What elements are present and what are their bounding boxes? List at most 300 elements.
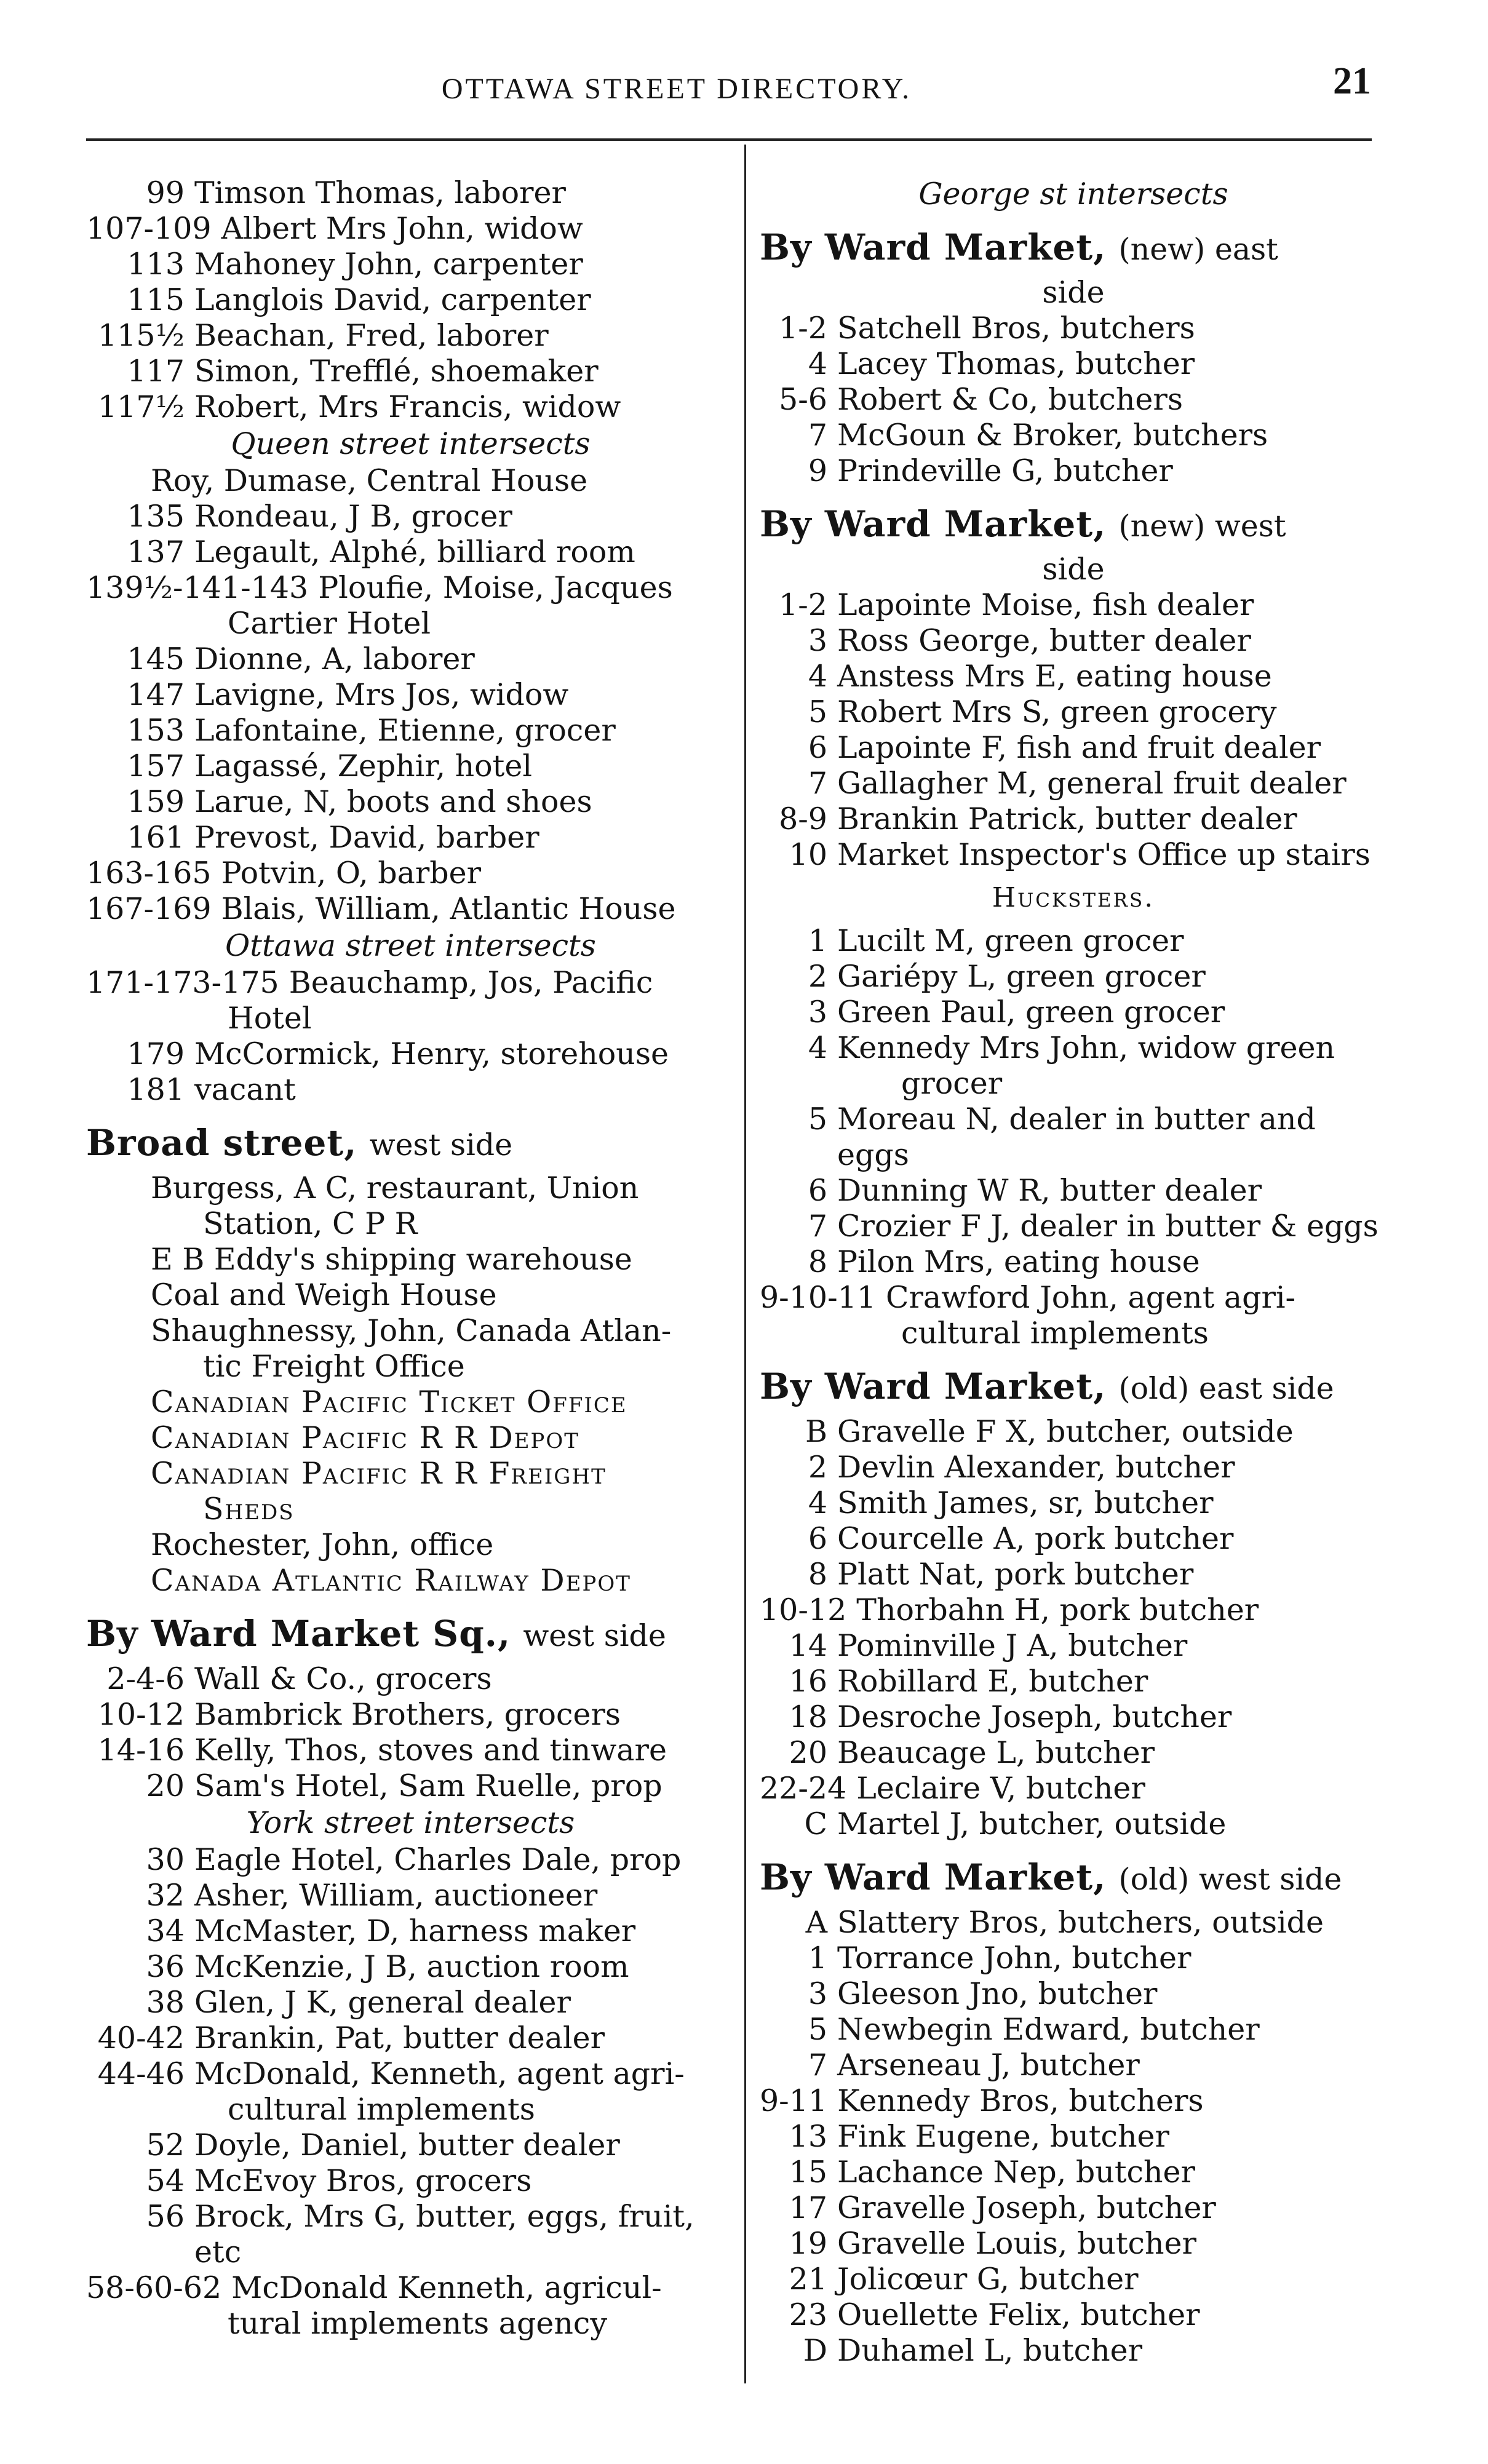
entry-text: McDonald, Kenneth, agent agri- bbox=[194, 2056, 685, 2091]
directory-entry bbox=[760, 2083, 1387, 2119]
directory-entry bbox=[86, 749, 735, 784]
directory-entry bbox=[760, 1030, 1387, 1066]
street-number: C bbox=[804, 1806, 827, 1842]
directory-entry bbox=[760, 453, 1387, 489]
entry-text: Desroche Joseph, butcher bbox=[837, 1699, 1232, 1735]
street-number: 2 bbox=[808, 959, 827, 994]
entry-text: Gariépy L, green grocer bbox=[837, 959, 1206, 994]
directory-entry bbox=[86, 820, 735, 856]
entry-text: Wall & Co., grocers bbox=[194, 1661, 492, 1696]
directory-entry bbox=[86, 354, 735, 389]
entry-text: Gallagher M, general fruit dealer bbox=[837, 766, 1347, 801]
entry-text: Langlois David, carpenter bbox=[194, 282, 591, 317]
unnumbered-entry: Canadian Pacific R R Depot bbox=[151, 1420, 579, 1455]
unnumbered-entry: Rochester, John, office bbox=[151, 1527, 494, 1562]
street-number: 115 bbox=[127, 282, 185, 317]
directory-entry bbox=[86, 1733, 735, 1768]
entry-text: McCormick, Henry, storehouse bbox=[194, 1036, 669, 1071]
directory-entry bbox=[760, 623, 1387, 659]
entry-text: Newbegin Edward, butcher bbox=[837, 2012, 1260, 2047]
directory-entry bbox=[760, 1173, 1387, 1209]
directory-entry bbox=[86, 856, 735, 891]
directory-entry bbox=[760, 1771, 1387, 1806]
directory-entry bbox=[760, 1485, 1387, 1521]
street-name: Broad street, bbox=[86, 1122, 357, 1164]
street-number: 4 bbox=[808, 1030, 827, 1065]
entry-text: Doyle, Daniel, butter dealer bbox=[194, 2128, 620, 2163]
street-number: 137 bbox=[127, 535, 185, 570]
street-number: 3 bbox=[808, 1976, 827, 2011]
directory-entry bbox=[760, 1664, 1387, 1699]
entry-text: Devlin Alexander, butcher bbox=[837, 1450, 1235, 1485]
page-header bbox=[0, 58, 1488, 120]
entry-text: Robillard E, butcher bbox=[837, 1664, 1148, 1699]
directory-entry bbox=[86, 2056, 735, 2092]
street-section-heading bbox=[760, 1857, 1387, 1900]
unnumbered-entry: Canada Atlantic Railway Depot bbox=[151, 1563, 631, 1598]
street-number: 153 bbox=[127, 713, 185, 748]
entry-text: Ouellette Felix, butcher bbox=[837, 2297, 1200, 2332]
intersection-note: York street intersects bbox=[246, 1805, 575, 1840]
running-title: OTTAWA STREET DIRECTORY. bbox=[441, 73, 912, 105]
entry-text: Eagle Hotel, Charles Dale, prop bbox=[194, 1842, 682, 1877]
street-number: 117½ bbox=[97, 389, 185, 424]
directory-entry bbox=[760, 1102, 1387, 1173]
intersection-note: Ottawa street intersects bbox=[225, 928, 596, 963]
street-number: 10-12 bbox=[760, 1592, 847, 1627]
entry-text: Gravelle F X, butcher, outside bbox=[837, 1414, 1294, 1449]
street-number: 13 bbox=[789, 2119, 827, 2154]
directory-entry bbox=[760, 1941, 1387, 1976]
directory-entry bbox=[760, 801, 1387, 837]
entry-text: Lacey Thomas, butcher bbox=[837, 346, 1195, 381]
directory-entry bbox=[86, 211, 735, 247]
entry-text: Prindeville G, butcher bbox=[837, 453, 1173, 488]
entry-text: Thorbahn H, pork butcher bbox=[856, 1592, 1259, 1627]
directory-entry bbox=[760, 1209, 1387, 1244]
street-number: 179 bbox=[127, 1036, 185, 1071]
street-number: 6 bbox=[808, 1521, 827, 1556]
directory-entry bbox=[760, 1244, 1387, 1280]
street-number: 10-12 bbox=[97, 1697, 185, 1732]
unnumbered-entry: Coal and Weigh House bbox=[151, 1278, 497, 1313]
entry-text: Brock, Mrs G, butter, eggs, fruit, etc bbox=[194, 2199, 694, 2270]
page-number: 21 bbox=[1333, 60, 1371, 102]
street-number: 7 bbox=[808, 2048, 827, 2083]
street-number: 20 bbox=[146, 1768, 185, 1803]
street-number: 4 bbox=[808, 659, 827, 694]
street-section-heading bbox=[760, 227, 1387, 270]
entry-continuation: Cartier Hotel bbox=[228, 606, 431, 641]
street-number: 157 bbox=[127, 749, 185, 784]
street-number: 32 bbox=[146, 1878, 185, 1913]
entry-text: Arseneau J, butcher bbox=[837, 2048, 1140, 2083]
street-number: 15 bbox=[789, 2155, 827, 2190]
street-number: 171-173-175 bbox=[86, 965, 279, 1000]
entry-text: Lavigne, Mrs Jos, widow bbox=[194, 677, 569, 712]
directory-entry bbox=[760, 1628, 1387, 1664]
directory-entry bbox=[760, 2155, 1387, 2190]
entry-text: McEvoy Bros, grocers bbox=[194, 2163, 532, 2198]
directory-entry bbox=[760, 1414, 1387, 1450]
entry-continuation: tural implements agency bbox=[228, 2306, 607, 2341]
entry-text: Albert Mrs John, widow bbox=[221, 211, 583, 246]
entry-text: Anstess Mrs E, eating house bbox=[837, 659, 1272, 694]
directory-entry bbox=[760, 1592, 1387, 1628]
directory-entry bbox=[760, 418, 1387, 453]
street-number: 5-6 bbox=[779, 382, 827, 417]
street-number: 181 bbox=[127, 1072, 185, 1107]
street-name: By Ward Market Sq., bbox=[86, 1613, 511, 1655]
street-number: 30 bbox=[146, 1842, 185, 1877]
entry-text: vacant bbox=[194, 1072, 296, 1107]
directory-entry bbox=[86, 2163, 735, 2199]
directory-entry bbox=[760, 2262, 1387, 2297]
directory-entry bbox=[760, 1735, 1387, 1771]
street-number: 5 bbox=[808, 1102, 827, 1137]
entry-text: Market Inspector's Office up stairs bbox=[837, 837, 1371, 872]
street-name: By Ward Market, bbox=[760, 226, 1107, 268]
street-number: 117 bbox=[127, 354, 185, 389]
street-number: 147 bbox=[127, 677, 185, 712]
street-number: 58-60-62 bbox=[86, 2270, 222, 2305]
directory-entry bbox=[760, 1976, 1387, 2012]
street-side: west side bbox=[523, 1618, 666, 1653]
entry-text: Mahoney John, carpenter bbox=[194, 247, 583, 282]
entry-continuation: cultural implements bbox=[901, 1316, 1209, 1351]
directory-entry bbox=[86, 677, 735, 713]
intersection-note: Queen street intersects bbox=[231, 426, 591, 461]
street-number: 54 bbox=[146, 2163, 185, 2198]
entry-text: Ross George, butter dealer bbox=[837, 623, 1251, 658]
street-number: 14-16 bbox=[97, 1733, 185, 1768]
street-name: By Ward Market, bbox=[760, 1856, 1107, 1898]
entry-text: Brankin Patrick, butter dealer bbox=[837, 801, 1297, 837]
directory-entry bbox=[86, 2021, 735, 2056]
unnumbered-entry: E B Eddy's shipping warehouse bbox=[151, 1242, 632, 1277]
entry-text: McKenzie, J B, auction room bbox=[194, 1949, 629, 1984]
street-number: 5 bbox=[808, 2012, 827, 2047]
entry-text: Jolicœur G, butcher bbox=[837, 2262, 1139, 2297]
unnumbered-entry: Canadian Pacific Ticket Office bbox=[151, 1385, 627, 1420]
street-number: 145 bbox=[127, 642, 185, 677]
entry-text: Courcelle A, pork butcher bbox=[837, 1521, 1234, 1556]
unnumbered-entry: Burgess, A C, restaurant, Union bbox=[151, 1170, 639, 1206]
entry-text: Ploufie, Moise, Jacques bbox=[318, 570, 673, 605]
directory-entry bbox=[760, 730, 1387, 766]
street-number: 139½-141-143 bbox=[86, 570, 309, 605]
street-number: D bbox=[803, 2333, 827, 2368]
directory-entry bbox=[760, 837, 1387, 873]
directory-entry bbox=[86, 642, 735, 677]
street-number: 99 bbox=[146, 175, 185, 210]
directory-entry bbox=[760, 2190, 1387, 2226]
entry-text: Prevost, David, barber bbox=[194, 820, 539, 855]
directory-entry bbox=[86, 2199, 735, 2270]
entry-text: Pilon Mrs, eating house bbox=[837, 1244, 1200, 1279]
street-number: 1-2 bbox=[779, 587, 827, 622]
entry-text: Lapointe Moise, fish dealer bbox=[837, 587, 1254, 622]
directory-entry bbox=[760, 2048, 1387, 2083]
directory-entry bbox=[760, 1806, 1387, 1842]
street-section-heading bbox=[86, 1613, 735, 1656]
entry-text: Crawford John, agent agri- bbox=[886, 1280, 1296, 1315]
column-divider bbox=[744, 145, 746, 2383]
entry-text: Beauchamp, Jos, Pacific bbox=[288, 965, 653, 1000]
directory-entry bbox=[86, 282, 735, 318]
directory-entry bbox=[760, 311, 1387, 346]
street-number: 8 bbox=[808, 1557, 827, 1592]
entry-text: Pominville J A, butcher bbox=[837, 1628, 1188, 1663]
directory-entry bbox=[760, 2012, 1387, 2048]
directory-entry bbox=[760, 1557, 1387, 1592]
entry-text: Gravelle Joseph, butcher bbox=[837, 2190, 1216, 2225]
entry-text: Kelly, Thos, stoves and tinware bbox=[194, 1733, 667, 1768]
entry-text: Green Paul, green grocer bbox=[837, 995, 1225, 1030]
street-number: 18 bbox=[789, 1699, 827, 1735]
directory-entry bbox=[86, 247, 735, 282]
directory-entry bbox=[760, 923, 1387, 959]
street-number: 6 bbox=[808, 1173, 827, 1208]
entry-text: Robert & Co, butchers bbox=[837, 382, 1183, 417]
street-number: 1-2 bbox=[779, 311, 827, 346]
entry-text: Beachan, Fred, laborer bbox=[194, 318, 549, 353]
entry-text: Dunning W R, butter dealer bbox=[837, 1173, 1262, 1208]
entry-text: McDonald Kenneth, agricul- bbox=[231, 2270, 662, 2305]
directory-entry bbox=[86, 1949, 735, 1985]
street-number: 23 bbox=[789, 2297, 827, 2332]
entry-text: Gleeson Jno, butcher bbox=[837, 1976, 1158, 2011]
street-number: 4 bbox=[808, 346, 827, 381]
entry-continuation: Sheds bbox=[203, 1492, 295, 1527]
directory-entry bbox=[86, 1842, 735, 1878]
street-number: 1 bbox=[808, 1941, 827, 1976]
entry-text: Lachance Nep, butcher bbox=[837, 2155, 1195, 2190]
entry-text: Lagassé, Zephir, hotel bbox=[194, 749, 533, 784]
directory-entry bbox=[86, 784, 735, 820]
street-number: 5 bbox=[808, 694, 827, 729]
entry-text: Blais, William, Atlantic House bbox=[221, 891, 676, 926]
entry-text: McMaster, D, harness maker bbox=[194, 1914, 636, 1949]
directory-entry bbox=[86, 1072, 735, 1108]
street-number: 40-42 bbox=[97, 2021, 185, 2056]
entry-text: Lucilt M, green grocer bbox=[837, 923, 1184, 958]
directory-entry bbox=[760, 346, 1387, 382]
left-column bbox=[86, 175, 735, 2342]
entry-text: Dionne, A, laborer bbox=[194, 642, 475, 677]
unnumbered-entry: Canadian Pacific R R Freight bbox=[151, 1456, 607, 1491]
entry-text: Kennedy Mrs John, widow green bbox=[837, 1030, 1335, 1065]
street-number: 9-11 bbox=[760, 2083, 828, 2118]
street-number: B bbox=[805, 1414, 827, 1449]
street-side: west side bbox=[369, 1127, 513, 1162]
entry-text: Kennedy Bros, butchers bbox=[837, 2083, 1204, 2118]
entry-text: Slattery Bros, butchers, outside bbox=[837, 1905, 1324, 1940]
street-number: 44-46 bbox=[97, 2056, 185, 2091]
directory-entry bbox=[760, 2333, 1387, 2369]
entry-text: Bambrick Brothers, grocers bbox=[194, 1697, 621, 1732]
street-side: (new) east bbox=[1118, 232, 1278, 267]
entry-text: Robert, Mrs Francis, widow bbox=[194, 389, 621, 424]
unnumbered-entry: Roy, Dumase, Central House bbox=[151, 463, 588, 498]
directory-entry bbox=[86, 389, 735, 425]
entry-text: Brankin, Pat, butter dealer bbox=[194, 2021, 605, 2056]
directory-entry bbox=[86, 713, 735, 749]
street-number: 21 bbox=[789, 2262, 827, 2297]
entry-text: Larue, N, boots and shoes bbox=[194, 784, 592, 819]
directory-entry bbox=[86, 1985, 735, 2021]
entry-continuation: cultural implements bbox=[228, 2092, 535, 2127]
street-number: 135 bbox=[127, 499, 185, 534]
street-number: 38 bbox=[146, 1985, 185, 2020]
entry-continuation: grocer bbox=[901, 1066, 1003, 1101]
street-side: (new) west bbox=[1118, 509, 1286, 544]
street-number: 3 bbox=[808, 995, 827, 1030]
entry-continuation: tic Freight Office bbox=[203, 1349, 465, 1384]
street-number: 115½ bbox=[97, 318, 185, 353]
directory-entry bbox=[86, 535, 735, 570]
street-number: 113 bbox=[127, 247, 185, 282]
entry-text: Platt Nat, pork butcher bbox=[837, 1557, 1194, 1592]
directory-entry bbox=[760, 766, 1387, 801]
directory-entry bbox=[86, 965, 735, 1001]
entry-text: Smith James, sr, butcher bbox=[837, 1485, 1214, 1520]
street-number: 20 bbox=[789, 1735, 827, 1770]
street-number: 9 bbox=[808, 453, 827, 488]
street-number: 7 bbox=[808, 766, 827, 801]
entry-text: Legault, Alphé, billiard room bbox=[194, 535, 635, 570]
entry-text: Sam's Hotel, Sam Ruelle, prop bbox=[194, 1768, 662, 1803]
street-number: 14 bbox=[789, 1628, 827, 1663]
street-number: 2 bbox=[808, 1450, 827, 1485]
entry-text: Martel J, butcher, outside bbox=[837, 1806, 1227, 1842]
directory-entry bbox=[760, 1280, 1387, 1316]
directory-entry bbox=[86, 1036, 735, 1072]
street-section-heading bbox=[760, 504, 1387, 547]
directory-entry bbox=[760, 2119, 1387, 2155]
street-number: 19 bbox=[789, 2226, 827, 2261]
entry-text: Fink Eugene, butcher bbox=[837, 2119, 1169, 2154]
entry-text: Satchell Bros, butchers bbox=[837, 311, 1195, 346]
directory-entry bbox=[86, 1697, 735, 1733]
directory-entry bbox=[760, 587, 1387, 623]
street-number: 6 bbox=[808, 730, 827, 765]
entry-text: Robert Mrs S, green grocery bbox=[837, 694, 1277, 729]
street-number: 1 bbox=[808, 923, 827, 958]
entry-text: Glen, J K, general dealer bbox=[194, 1985, 571, 2020]
hucksters-subheading: Hucksters. bbox=[992, 882, 1155, 913]
street-section-heading bbox=[86, 1123, 735, 1166]
street-number: 7 bbox=[808, 418, 827, 453]
street-number: 56 bbox=[146, 2199, 185, 2234]
street-number: 8 bbox=[808, 1244, 827, 1279]
street-number: 7 bbox=[808, 1209, 827, 1244]
unnumbered-entry: Shaughnessy, John, Canada Atlan- bbox=[151, 1313, 672, 1348]
street-side: (old) west side bbox=[1118, 1862, 1342, 1897]
directory-entry bbox=[86, 2270, 735, 2306]
street-side: (old) east side bbox=[1118, 1371, 1334, 1406]
directory-entry bbox=[86, 1878, 735, 1914]
street-number: 52 bbox=[146, 2128, 185, 2163]
street-section-heading bbox=[760, 1366, 1387, 1409]
street-name: By Ward Market, bbox=[760, 1365, 1107, 1407]
directory-entry bbox=[760, 995, 1387, 1030]
entry-continuation: Hotel bbox=[228, 1001, 312, 1036]
street-side-continued: side bbox=[1042, 275, 1105, 310]
street-name: By Ward Market, bbox=[760, 503, 1107, 545]
entry-text: Simon, Trefflé, shoemaker bbox=[194, 354, 599, 389]
street-side-continued: side bbox=[1042, 552, 1105, 587]
entry-text: McGoun & Broker, butchers bbox=[837, 418, 1268, 453]
street-number: 163-165 bbox=[86, 856, 212, 891]
directory-entry bbox=[86, 2128, 735, 2163]
entry-text: Timson Thomas, laborer bbox=[194, 175, 566, 210]
entry-text: Crozier F J, dealer in butter & eggs bbox=[837, 1209, 1379, 1244]
directory-entry bbox=[760, 1450, 1387, 1485]
directory-entry bbox=[760, 382, 1387, 418]
entry-text: Lafontaine, Etienne, grocer bbox=[194, 713, 616, 748]
right-column bbox=[760, 175, 1387, 2369]
directory-entry bbox=[760, 2226, 1387, 2262]
entry-continuation: Station, C P R bbox=[203, 1206, 418, 1241]
directory-entry bbox=[86, 1914, 735, 1949]
directory-entry bbox=[760, 1699, 1387, 1735]
street-number: 17 bbox=[789, 2190, 827, 2225]
street-number: 9-10-11 bbox=[760, 1280, 876, 1315]
street-number: A bbox=[805, 1905, 827, 1940]
street-number: 2-4-6 bbox=[106, 1661, 185, 1696]
entry-text: Lapointe F, fish and fruit dealer bbox=[837, 730, 1321, 765]
intersection-note: George st intersects bbox=[918, 177, 1228, 212]
street-number: 8-9 bbox=[779, 801, 827, 837]
street-number: 4 bbox=[808, 1485, 827, 1520]
street-number: 107-109 bbox=[86, 211, 212, 246]
entry-text: Duhamel L, butcher bbox=[837, 2333, 1143, 2368]
directory-entry bbox=[86, 570, 735, 606]
directory-entry bbox=[86, 175, 735, 211]
entry-text: Torrance John, butcher bbox=[837, 1941, 1192, 1976]
directory-entry bbox=[760, 2297, 1387, 2333]
street-number: 10 bbox=[789, 837, 827, 872]
street-number: 16 bbox=[789, 1664, 827, 1699]
directory-entry bbox=[86, 891, 735, 927]
entry-text: Gravelle Louis, butcher bbox=[837, 2226, 1196, 2261]
directory-entry bbox=[86, 1768, 735, 1804]
directory-entry bbox=[760, 1905, 1387, 1941]
entry-text: Moreau N, dealer in butter and eggs bbox=[837, 1102, 1316, 1172]
directory-entry bbox=[760, 694, 1387, 730]
entry-text: Potvin, O, barber bbox=[221, 856, 482, 891]
street-number: 159 bbox=[127, 784, 185, 819]
entry-text: Leclaire V, butcher bbox=[856, 1771, 1145, 1806]
directory-entry bbox=[86, 318, 735, 354]
directory-entry bbox=[86, 1661, 735, 1697]
street-number: 22-24 bbox=[760, 1771, 847, 1806]
directory-entry bbox=[760, 1521, 1387, 1557]
street-number: 161 bbox=[127, 820, 185, 855]
entry-text: Beaucage L, butcher bbox=[837, 1735, 1155, 1770]
directory-entry bbox=[86, 499, 735, 535]
header-rule bbox=[86, 138, 1372, 141]
directory-entry bbox=[760, 959, 1387, 995]
entry-text: Asher, William, auctioneer bbox=[194, 1878, 598, 1913]
street-number: 36 bbox=[146, 1949, 185, 1984]
directory-entry bbox=[760, 659, 1387, 694]
entry-text: Rondeau, J B, grocer bbox=[194, 499, 512, 534]
street-number: 167-169 bbox=[86, 891, 212, 926]
street-number: 34 bbox=[146, 1914, 185, 1949]
street-number: 3 bbox=[808, 623, 827, 658]
